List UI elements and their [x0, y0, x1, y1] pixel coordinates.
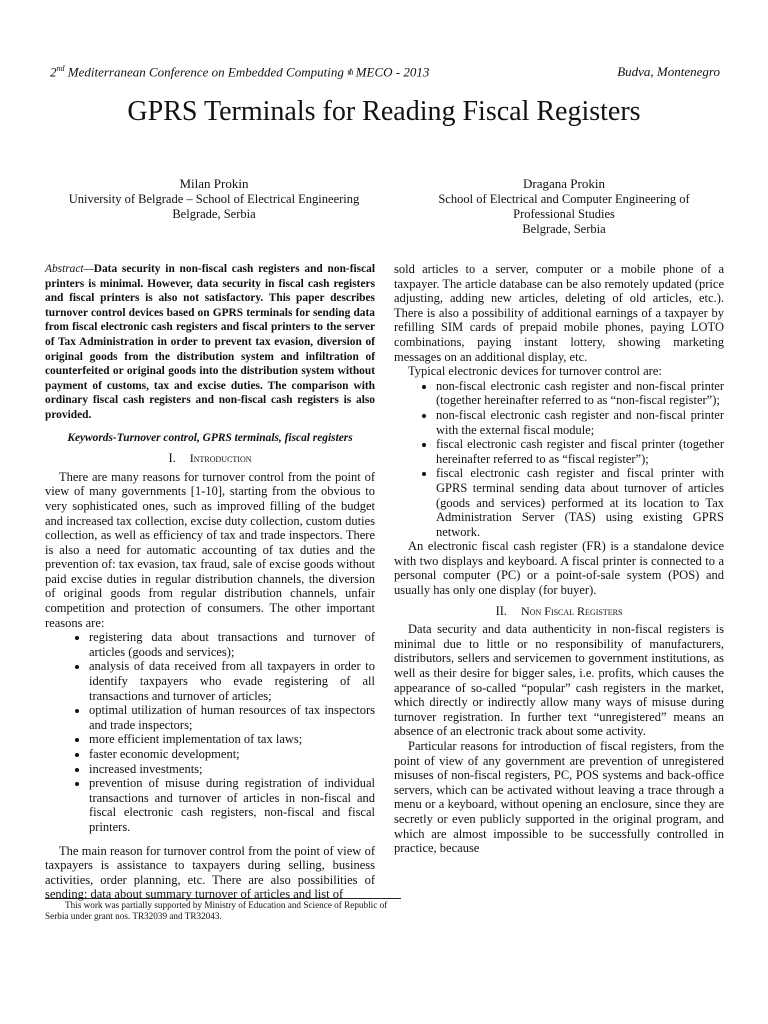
list-item: • non-fiscal electronic cash register and non-fiscal printer (together hereinafter referred to as “non-fiscal register”);: [436, 379, 724, 408]
paragraph: sold articles to a server, computer or a mobile phone of a taxpayer. The article database can be also remotely updated (price adjusting, adding new articles, deleting of old articles, etc.). There is also a possibility of additional earnings of a taxpayer by refilling SIM cards of prepaid mobile phones, paying LOTO combinations, paying instant lottery, showing marketing messages on an additional display, etc.: [394, 262, 724, 364]
section-number: I.: [168, 451, 176, 466]
author-affiliation: University of Belgrade – School of Electrical Engineering: [68, 192, 360, 206]
devices-list: [394, 379, 724, 540]
section-number: II.: [495, 603, 508, 618]
list-item: • faster economic development;: [89, 747, 375, 762]
paragraph: The main reason for turnover control from the point of view of taxpayers is assistance to taxpayers during selling, business activities, order planning, etc. There are also possibilities of sending: data about summary turnover of articles and list of: [45, 843, 375, 902]
list-item: • analysis of data received from all taxpayers in order to identify taxpayers who evade registering of all transactions and turnover of articles;: [89, 659, 375, 703]
reasons-list: [45, 630, 375, 834]
section-heading-non-fiscal-registers: [394, 604, 724, 619]
section-heading-introduction: [45, 451, 375, 466]
conference-name: Mediterranean Conference on Embedded Computing: [67, 64, 344, 80]
list-item: • more efficient implementation of tax laws;: [89, 732, 375, 747]
list-item: • non-fiscal electronic cash register and non-fiscal printer with the external fiscal module;: [436, 408, 724, 437]
paragraph: An electronic fiscal cash register (FR) is a standalone device with two displays and keyboard. A fiscal printer is connected to a personal computer (PC) or a point-of-sale system (POS) and usually has only one display (for buyer).: [394, 539, 724, 598]
author-name: Milan Prokin: [179, 176, 249, 191]
author-block-1: [40, 176, 388, 222]
author-name: Dragana Prokin: [523, 176, 605, 191]
conference-ordinal-suffix: nd: [56, 64, 65, 73]
keywords: Keywords-Turnover control, GPRS terminals, fiscal registers: [67, 431, 353, 444]
abstract: [45, 262, 375, 423]
meco-logo-icon: ııl'ı: [347, 67, 353, 77]
footnote: This work was partially supported by Ministry of Education and Science of Republic of Serbia under grant nos. TR32039 and TR32043.: [45, 900, 388, 921]
paper-title: GPRS Terminals for Reading Fiscal Registers: [127, 96, 641, 127]
author-affiliation: Professional Studies: [513, 207, 615, 221]
abstract-lead: Abstract—: [45, 263, 94, 275]
list-item: • prevention of misuse during registration of individual transactions and turnover of articles in non-fiscal and fiscal electronic cash registers, non-fiscal and fiscal printers.: [89, 776, 375, 834]
author-block-2: [390, 176, 738, 237]
conference-location: Budva, Montenegro: [617, 64, 720, 79]
list-item: • registering data about transactions and turnover of articles (goods and services);: [89, 630, 375, 659]
paragraph: Data security and data authenticity in non-fiscal registers is minimal due to little or no responsibility of manufacturers, distributors, sellers and servicemen to government institutions, as well as their desire for bigger sales, i.e. profits, which causes the appearance of so-called “popular” cash registers in the market, which directly or indirectly allow many ways of misuse during turnover registration. In further text “unregistered” means an absence of an electronic track about some activity.: [394, 622, 724, 739]
author-location: Belgrade, Serbia: [172, 207, 256, 221]
list-item: • optimal utilization of human resources of tax inspectors and trade inspectors;: [89, 703, 375, 732]
list-item: • fiscal electronic cash register and fiscal printer with GPRS terminal sending data about turnover of articles (goods and services) performed at its location to Tax Administration Server (TAS) using existing GPRS network.: [436, 466, 724, 539]
author-location: Belgrade, Serbia: [522, 222, 606, 236]
paragraph: Particular reasons for introduction of fiscal registers, from the point of view of any government are prevention of unregistered misuses of non-fiscal registers, PC, POS systems and back-office servers, which can be activated without leaving a trace through a menu or a keyboard, without opening an enclosure, since they are secretly or even publicly supported in the original program, and which are almost impossible to be successfully controlled in practice, because: [394, 739, 724, 856]
paragraph: Typical electronic devices for turnover control are:: [408, 364, 662, 379]
section-title: Introduction: [189, 451, 252, 466]
footnote-divider: [45, 898, 401, 899]
conference-ordinal: 2: [50, 64, 57, 80]
conference-event: MECO - 2013: [355, 64, 430, 80]
abstract-text: Data security in non-fiscal cash registers and non-fiscal printers is minimal. However, data security in fiscal cash registers and fiscal printers is also not satisfactory. This paper describes turnover control devices based on GPRS terminals for sending data from fiscal electronic cash registers and fiscal printers to the server of Tax Administration in order to prevent tax evasion, diversion of original goods from the distribution system and infiltration of counterfeited or original goods into the distribution system without payment of customs, tax and excise duties. The comparison with ordinary fiscal cash registers and non-fiscal cash registers is also provided.: [45, 263, 375, 421]
section-title: Non Fiscal Registers: [521, 603, 623, 618]
list-item: • fiscal electronic cash register and fiscal printer (together hereinafter referred to as “fiscal register”);: [436, 437, 724, 466]
list-item: • increased investments;: [89, 762, 375, 777]
left-column: [45, 262, 375, 902]
paragraph: There are many reasons for turnover control from the point of view of many governments [1-10], starting from the obvious to very sophisticated ones, such as improved filling of the budget and increased tax collection, excise duty collection, custom duties collection, as well as efficiency of tax and trade inspectors. There is also a need for automatic accounting of tax duties and the prevention of: tax evasion, tax fraud, sale of excise goods without paid excise duties in regular distribution channels, the diversion of original goods from regular distribution channels, unfair competition and protection of consumers. The other important reasons are:: [45, 469, 375, 630]
author-affiliation: School of Electrical and Computer Engineering of: [438, 192, 690, 206]
conference-line: [50, 64, 429, 80]
right-column: [394, 262, 724, 856]
